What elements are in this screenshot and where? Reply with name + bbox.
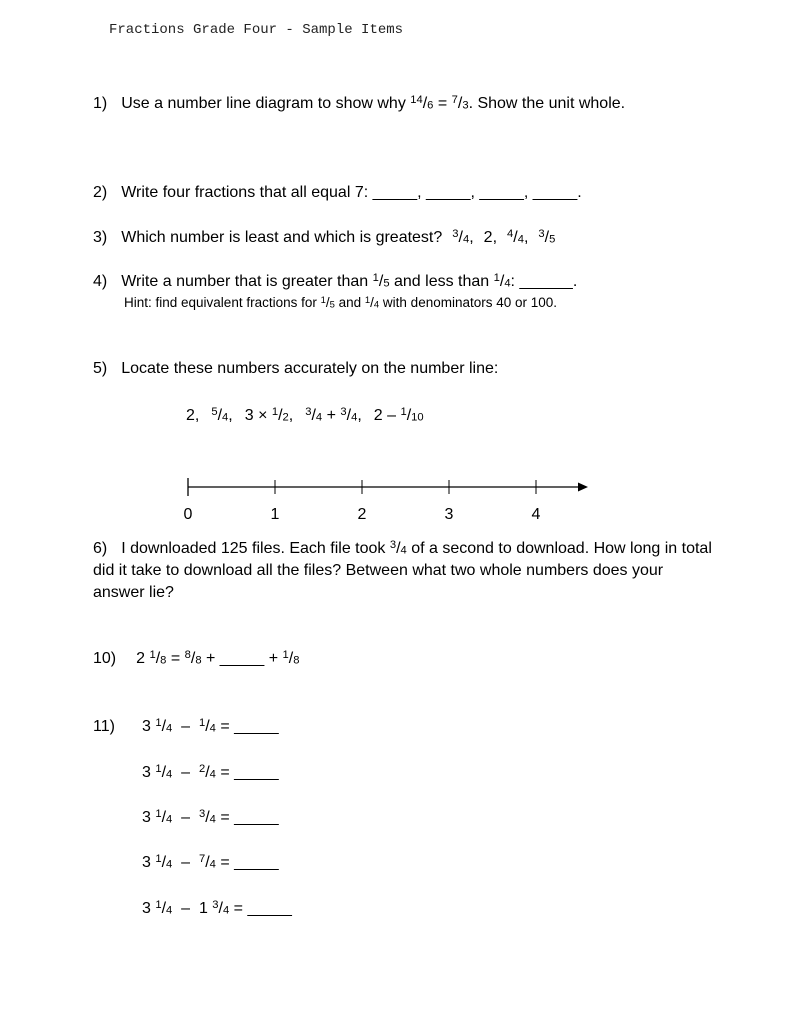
fraction-denominator: 4 [166,858,173,871]
fraction-denominator: 10 [411,411,424,424]
fraction-denominator: 4 [222,904,230,917]
fraction-numerator: 1 [282,648,289,661]
question-text: I downloaded 125 files. Each file took [121,540,390,557]
fraction-denominator: 4 [373,299,380,311]
question-text: . Show the unit whole. [468,95,626,112]
operator: – [172,764,199,781]
fraction-denominator: 6 [427,99,434,112]
fraction-denominator: 4 [166,904,173,917]
question-3: 3) Which number is least and which is greatest? $^3/_4$, 2, $^4/_4$, $^3/_5$ [93,227,556,246]
fraction-denominator: 4 [209,813,216,826]
question-11-row-3: 3 $^1/_4 - ^3/_4$ = _____ [142,807,279,826]
fraction-denominator: 4 [166,768,173,781]
question-11-row-2: 3 $^1/_4 - ^2/_4$ = _____ [142,762,279,781]
question-1: 1) Use a number line diagram to show why $^{14}/_6 = ^7/_3$. Show the unit whole. [93,93,626,112]
question-number: 4) [93,273,108,290]
question-2 [93,183,582,203]
fraction-numerator: 3 [452,227,459,240]
page-header: Fractions Grade Four - Sample Items [109,22,404,38]
fraction-numerator: 4 [507,227,514,240]
fraction-numerator: 1 [320,294,326,306]
question-11-row-4: 3 $^1/_4 - ^7/_4$ = _____ [142,852,279,871]
hint-text: Hint: find equivalent fractions for [124,295,321,310]
fraction-denominator: 8 [293,654,300,667]
question-6: 6) I downloaded 125 files. Each file took $^3/_4$ of a second to download. How long in total did it take to download all the files? Between what two whole numbers does your answer lie? [93,538,712,601]
operator: – [172,809,199,826]
fraction-numerator: 1 [149,648,156,661]
fraction-numerator: 1 [155,716,162,729]
tick-label-0: 0 [183,506,193,523]
fraction-denominator: 4 [517,233,524,246]
question-text: + _____ + [201,650,283,667]
question-text: of a second to download. How long in total did it take to download all the files? Between what two whole numbers does your answer lie? [93,540,712,601]
whole-number: 3 [142,900,156,917]
fraction-numerator: 1 [155,898,162,911]
fraction-denominator: 4 [400,544,407,557]
fraction-denominator: 4 [504,277,511,290]
fraction-numerator: 1 [400,405,407,418]
question-text: : ______. [510,273,578,290]
tick-label-2: 2 [357,506,367,523]
whole-number: 3 [142,718,156,735]
equals: = [166,650,185,667]
fraction-numerator: 1 [198,716,206,729]
fraction-denominator: 2 [282,411,289,424]
answer-blank: _____ [234,854,279,871]
question-text: Use a number line diagram to show why [121,95,411,112]
number-line-arrow [578,483,588,492]
hint-text: with denominators 40 or 100. [379,295,558,310]
fraction-denominator: 4 [209,768,216,781]
equals: = [215,764,235,781]
fraction-numerator: 1 [155,762,162,775]
fraction-numerator: 1 [155,852,162,865]
fraction-denominator: 5 [549,233,556,246]
fraction-denominator: 4 [222,411,229,424]
fraction-numerator: 8 [184,648,191,661]
equals: = [433,95,452,112]
separator: , [288,407,294,424]
question-10: 10) 2 $^1/_8 = ^8/_8$ + _____ + $^1/_8$ [93,648,300,667]
question-11-number: 11) [93,718,115,735]
question-number: 1) [93,95,108,112]
question-number: 10) [93,650,117,667]
fraction-numerator: 3 [389,538,397,551]
item-number: 3 × [244,407,272,424]
fraction-numerator: 2 [198,762,206,775]
whole-number: 3 [142,764,156,781]
answer-blank: _____ [234,809,279,826]
question-number: 3) [93,229,108,246]
fraction-denominator: 3 [462,99,469,112]
fraction-numerator: 3 [538,227,545,240]
whole-number: 3 [142,809,156,826]
equals: = [215,809,235,826]
fraction-denominator: 8 [195,654,202,667]
fraction-denominator: 4 [315,411,323,424]
fraction-denominator: 4 [209,722,216,735]
number-line [178,470,598,530]
question-number: 5) [93,360,108,377]
fraction-numerator: 7 [198,852,206,865]
question-number: 2) [93,184,108,201]
operator: – [172,854,199,871]
equals: = [229,900,248,917]
question-11-row-5: 3 $^1/_4 - 1$ $^3/_4$ = _____ [142,898,292,917]
whole-number: 2 [136,650,150,667]
item-number: 2, [186,407,200,424]
numbers-to-locate: 2, $^5/_4$, $3 \times ^1/_2$, $^3/_4 + ^3/_4$, $2 - ^1/_{10}$ [186,405,424,424]
question-text: and less than [389,273,494,290]
tick-label-1: 1 [270,506,280,523]
question-text: Write four fractions that all equal 7: _____, _____, _____, _____. [121,184,582,201]
number: 2 [483,229,493,246]
answer-blank: _____ [234,764,279,781]
operator: – [172,900,199,917]
fraction-numerator: 3 [212,898,219,911]
fraction-denominator: 4 [351,411,358,424]
fraction-numerator: 1 [493,271,500,284]
fraction-denominator: 8 [160,654,167,667]
question-number: 6) [93,540,108,557]
fraction-numerator: 3 [198,807,206,820]
question-text: Which number is least and which is greatest? [121,229,443,246]
whole-number: 3 [142,854,156,871]
question-text: Locate these numbers accurately on the number line: [121,360,499,377]
whole-number: 1 [198,900,213,917]
equals: = [215,718,235,735]
fraction-denominator: 5 [329,299,335,311]
fraction-numerator: 1 [271,405,279,418]
fraction-denominator: 4 [166,722,173,735]
fraction-denominator: 4 [166,813,173,826]
fraction-numerator: 14 [410,93,423,106]
separator: , [228,407,233,424]
answer-blank: _____ [247,900,292,917]
fraction-numerator: 1 [364,294,371,306]
question-4-hint: Hint: find equivalent fractions for $^1/_5$ and $^1/_4$ with denominators 40 or 100. [124,294,558,311]
tick-label-4: 4 [531,506,541,523]
equals: = [215,854,235,871]
tick-label-3: 3 [444,506,454,523]
question-5 [93,359,498,379]
question-text: Write a number that is greater than [121,273,373,290]
operator: – [172,718,199,735]
separator: , [357,407,362,424]
fraction-numerator: 1 [155,807,162,820]
fraction-numerator: 5 [211,405,218,418]
fraction-denominator: 4 [209,858,216,871]
fraction-numerator: 1 [372,271,379,284]
answer-blank: _____ [234,718,279,735]
fraction-numerator: 3 [305,405,312,418]
question-11-row-1: 3 $^1/_4 - ^1/_4$ = _____ [142,716,279,735]
fraction-denominator: 5 [383,277,390,290]
question-4: 4) Write a number that is greater than $^1/_5$ and less than $^1/_4$: ______. [93,271,578,290]
fraction-denominator: 4 [462,233,470,246]
item-number: 2 – [373,407,401,424]
fraction-numerator: 7 [451,93,458,106]
fraction-numerator: 3 [340,405,347,418]
hint-text: and [334,295,365,310]
operator: + [322,407,341,424]
